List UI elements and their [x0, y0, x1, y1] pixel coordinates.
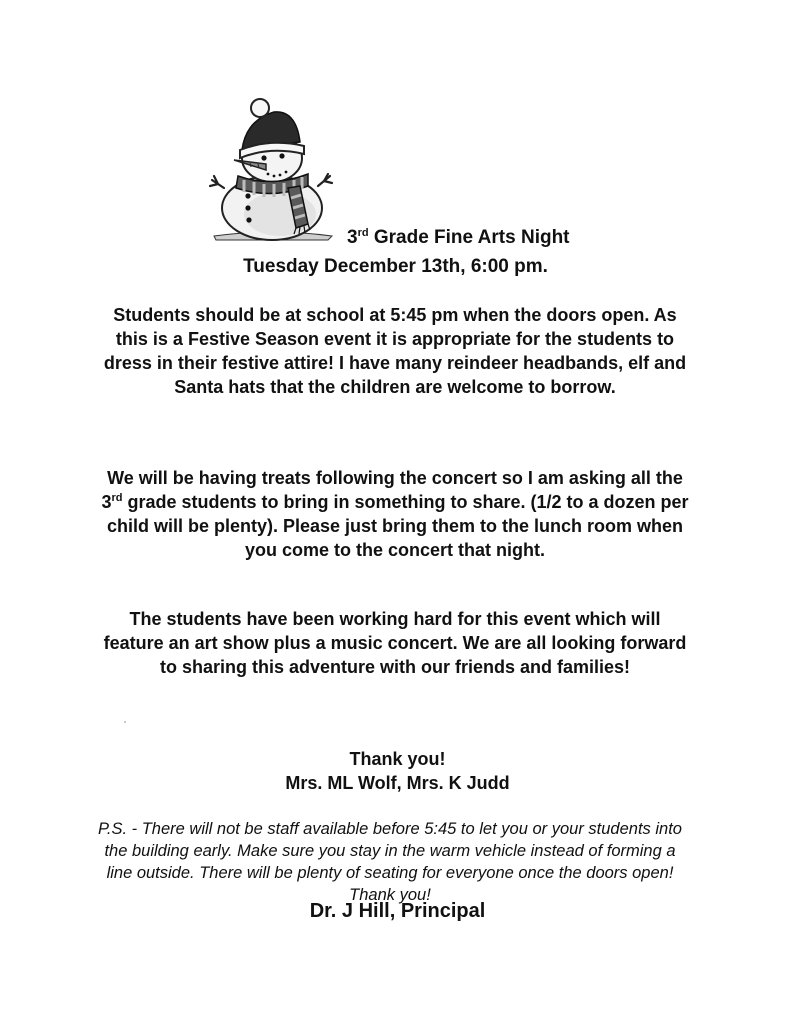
treats-text-end: grade students to bring in something to share. (1/2 to a dozen per child will be plenty). Please just bring them to the lunch room when you come to the concert that night. — [106, 492, 689, 560]
thanks-line: Thank you! — [349, 749, 446, 769]
title-text: Grade Fine Arts Night — [368, 227, 570, 248]
treats-paragraph — [100, 466, 690, 562]
arrival-paragraph: Students should be at school at 5:45 pm when the doors open. As this is a Festive Season event it is appropriate for the students to dress in their festive attire! I have many reindeer headbands, elf and Santa hats that the children are welcome to borrow. — [103, 305, 687, 397]
title-ordinal-suffix: rd — [357, 227, 369, 239]
scan-speck — [124, 721, 126, 723]
event-date-line — [0, 256, 795, 278]
postscript-note: P.S. - There will not be staff available before 5:45 to let you or your students into the building early. Make sure you stay in the warm vehicle instead of forming a line outside. There will be plenty of seating for everyone once the doors open! Thank you! — [98, 820, 682, 904]
principal-signature: Dr. J Hill, Principal — [309, 900, 486, 922]
treats-ordinal-suffix: rd — [111, 492, 123, 504]
title-grade-number: 3 — [347, 227, 358, 248]
event-paragraph: The students have been working hard for this event which will feature an art show plus a music concert. We are all looking forward to sharing this adventure with our friends and families! — [103, 609, 687, 677]
treats-text-start: We will be having treats following the concert so I am asking all the 3 — [101, 468, 683, 512]
event-date: Tuesday December 13th, 6:00 pm. — [243, 256, 548, 277]
event-title — [347, 227, 570, 249]
closing-block — [0, 747, 795, 795]
signers-line: Mrs. ML Wolf, Mrs. K Judd — [285, 773, 510, 793]
snowman-illustration — [208, 96, 336, 242]
